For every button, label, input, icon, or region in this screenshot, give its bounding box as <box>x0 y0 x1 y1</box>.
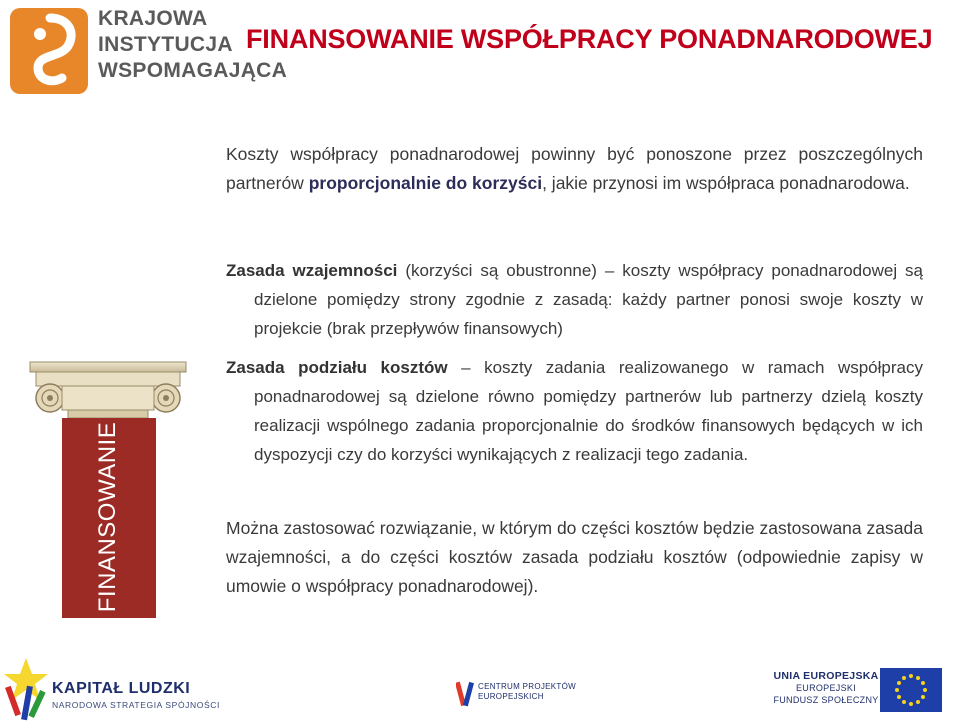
eu-line-2: FUNDUSZ SPOŁECZNY <box>773 695 879 705</box>
slide-title: FINANSOWANIE WSPÓŁPRACY PONADNARODOWEJ <box>246 24 933 54</box>
eu-text <box>766 670 886 706</box>
cpe-text <box>478 682 576 702</box>
eu-flag-icon <box>880 668 942 712</box>
side-column <box>28 360 188 618</box>
column-label-text: FINANSOWANIE <box>94 421 122 613</box>
intro-text-before: Koszty współpracy ponadnarodowej powinny być ponoszone przez poszczególnych partnerów <box>226 144 923 193</box>
conclusion-paragraph <box>226 514 923 601</box>
kiw-logo-mark-icon <box>10 8 90 96</box>
logo-line-3: WSPOMAGAJĄCA <box>98 59 288 82</box>
cpe-line-2: EUROPEJSKICH <box>478 692 544 701</box>
rule-mutual-paragraph <box>226 256 923 343</box>
kapital-ludzki-text <box>52 680 220 710</box>
rule-split-text: – koszty zadania realizowanego w ramach współpracy ponadnarodowej są dzielone równo pomiędzy partnerów lub partnerzy dzielą koszty realizacji wspólnego zadania proporcjonalnie do środków finansowych będących w ich dyspozycji czy do korzyści wynikających z realizacji tego zadania. <box>254 358 923 464</box>
intro-text-bold: proporcjonalnie do korzyści <box>308 173 543 193</box>
conclusion-text: Można zastosować rozwiązanie, w którym do części kosztów będzie zastosowana zasada wzajemności, a do części kosztów zasada podziału kosztów (odpowiednie zapisy w umowie o współpracy ponadnarodowej). <box>226 518 923 596</box>
logo-line-2: INSTYTUCJA <box>98 33 233 56</box>
cpe-line-1: CENTRUM PROJEKTÓW <box>478 682 576 691</box>
logo-line-1: KRAJOWA <box>98 7 208 30</box>
kiw-logo <box>10 6 288 98</box>
column-label <box>28 360 188 618</box>
intro-text-after: , jakie przynosi im współpraca ponadnarodowa. <box>542 173 910 193</box>
rule-split-title: Zasada podziału kosztów <box>226 358 448 377</box>
cpe-logo-icon <box>456 680 476 708</box>
rule-mutual-text: (korzyści są obustronne) – koszty współpracy ponadnarodowej są dzielone pomiędzy strony zgodnie z zasadą: każdy partner ponosi swoje koszty w projekcie (brak przepływów finansowych) <box>254 261 923 338</box>
kapital-ludzki-logo-icon <box>4 656 48 722</box>
kl-subtitle: NARODOWA STRATEGIA SPÓJNOŚCI <box>52 700 220 710</box>
kl-title: KAPITAŁ LUDZKI <box>52 680 191 697</box>
eu-line-1: EUROPEJSKI <box>795 683 856 693</box>
rule-mutual-title: Zasada wzajemności <box>226 261 398 280</box>
eu-title: UNIA EUROPEJSKA <box>773 670 879 682</box>
intro-paragraph <box>226 140 923 198</box>
rule-split-paragraph <box>226 353 923 469</box>
